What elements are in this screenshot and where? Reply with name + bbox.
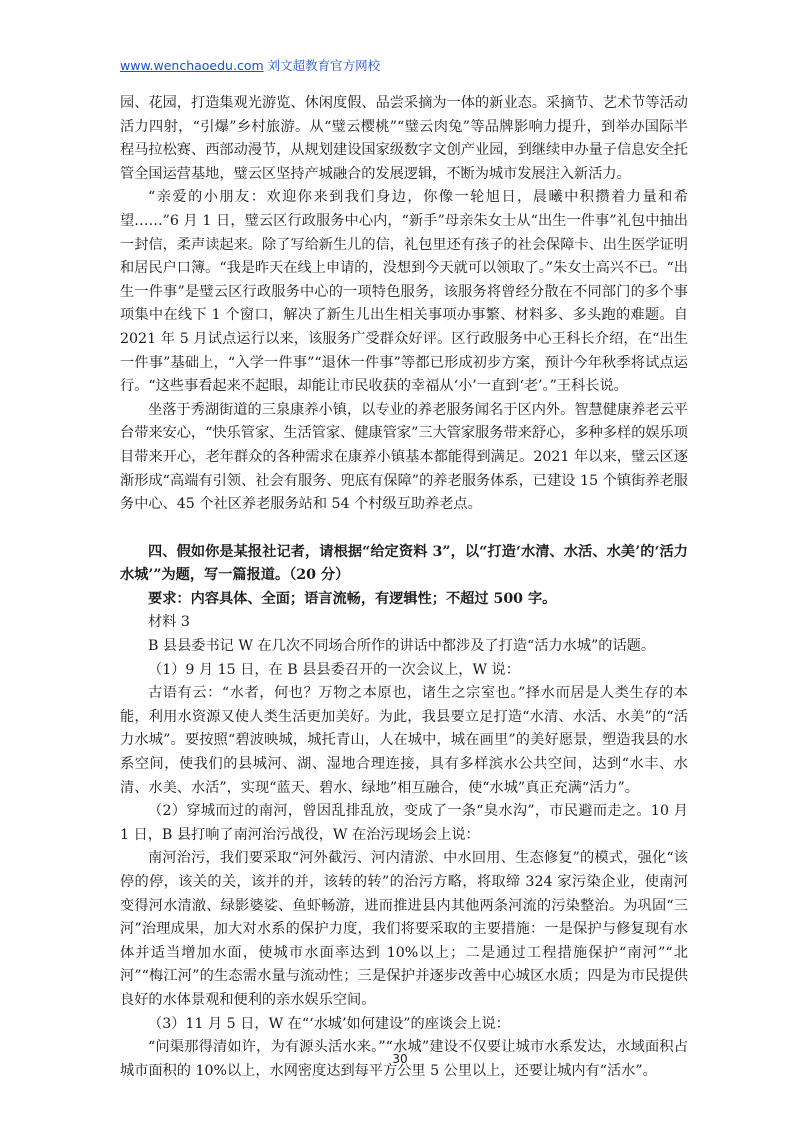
page-number: 30 — [392, 1052, 408, 1066]
question-requirement: 要求：内容具体、全面；语言流畅，有逻辑性；不超过 500 字。 — [148, 590, 557, 607]
material-item-3-body: “问渠那得清如许，为有源头活水来。”“水城”建设不仅要让城市水系发达，水域面积占城市面积的 10%以上，水网密度达到每平方公里 5 公里以上，还要让城内有“活水”。 — [120, 1039, 688, 1079]
paragraph-birth-service: “亲爱的小朋友：欢迎你来到我们身边，你像一轮旭日，晨曦中积攒着力量和希望……”6 月 1 日，璧云区行政服务中心内，“新手”母亲朱女士从“出生一件事”礼包中抽出一封信，柔声读起来。除了写给新生儿的信，礼包里还有孩子的社会保障卡、出生医学证明和居民户口簿。“我是昨天在线上申请的，没想到今天就可以领取了。”朱女士高兴不已。“出生一件事”是璧云区行政服务中心的一项特色服务，该服务将曾经分散在不同部门的多个事项集中在线下 1 个窗口，解决了新生儿出生相关事项办事繁、材料多、多头跑的难题。自 2021 年 5 月试点运行以来，该服务广受群众好评。区行政服务中心王科长介绍，在“出生一件事”基础上，“入学一件事”“退休一件事”等都已形成初步方案，预计今年秋季将试点运行。“这些事看起来不起眼，却能让市民收获的幸福从‘小’一直到‘老’。”王科长说。 — [120, 189, 688, 395]
page-header — [120, 56, 380, 74]
paragraph-elderly-care: 坐落于秀湖街道的三泉康养小镇，以专业的养老服务闻名于区内外。智慧健康养老云平台带来安心，“快乐管家、生活管家、健康管家”三大管家服务带来舒心，多种多样的娱乐项目带来开心，老年群众的各种需求在康养小镇基本都能得到满足。2021 年以来，璧云区逐渐形成“高端有引领、社会有服务、兜底有保障”的养老服务体系，已建设 15 个镇街养老服务中心、45 个社区养老服务站和 54 个村级互助养老点。 — [120, 401, 688, 513]
question-title: 四、假如你是某报社记者，请根据“给定资料 3”，以“打造‘水清、水活、水美’的‘活力水城’”为题，写一篇报道。（20 分） — [120, 543, 688, 584]
paragraph-rural-tourism: 园、花园，打造集观光游览、休闲度假、品尝采摘为一体的新业态。采摘节、艺术节等活动活力四射，“引爆”乡村旅游。从“璧云樱桃”“璧云肉兔”等品牌影响力提升，到举办国际半程马拉松赛、西部动漫节，从规划建设国家级数字文创产业园，到继续申办量子信息安全托管全国运营基地，璧云区坚持产城融合的发展逻辑，不断为城市发展注入新活力。 — [120, 95, 688, 182]
website-link[interactable]: www.wenchaoedu.com — [120, 58, 264, 73]
section-gap — [120, 517, 688, 541]
material-item-3-heading: （3）11 月 5 日，W 在“‘水城’如何建设”的座谈会上说： — [148, 1015, 510, 1032]
material-item-1-body: 古语有云：“水者，何也？万物之本原也，诸生之宗室也。”择水而居是人类生存的本能，利用水资源又使人类生活更加美好。为此，我县要立足打造“水清、水活、水美”的“活力水城”。要按照“碧波映城，城托青山，人在城中，城在画里”的美好愿景，塑造我县的水系空间，使我们的县城河、湖、湿地合理连接，具有多样滨水公共空间，达到“水丰、水清、水美、水活”，实现“蓝天、碧水、绿地”相互融合，使“水城”真正充满“活力”。 — [120, 685, 688, 796]
material-item-2-heading: （2）穿城而过的南河，曾因乱排乱放，变成了一条“臭水沟”，市民避而走之。10 月 1 日，B 县打响了南河治污战役，W 在治污现场会上说： — [120, 803, 688, 843]
site-name: 刘文超教育官方网校 — [267, 58, 381, 73]
material-label: 材料 3 — [148, 614, 190, 631]
document-body — [120, 92, 688, 1083]
material-intro: B 县县委书记 W 在几次不同场合所作的讲话中都涉及了打造“活力水城”的话题。 — [148, 638, 656, 655]
material-item-1-heading: （1）9 月 15 日，在 B 县县委召开的一次会议上，W 说： — [148, 661, 520, 678]
material-item-2-body: 南河治污，我们要采取“河外截污、河内清淤、中水回用、生态修复”的模式，强化“该停的停，该关的关，该并的并，该转的转”的治污方略，将取缔 324 家污染企业，使南河变得河水清澈、绿影婆娑、鱼虾畅游，进而推进县内其他两条河流的污染整治。为巩固“三河”治理成果，加大对水系的保护力度，我们将要采取的主要措施：一是保护与修复现有水体并适当增加水面，使城市水面率达到 10%以上；二是通过工程措施保护“南河”“北河”“梅江河”的生态需水量与流动性；三是保护并逐步改善中心城区水质；四是为市民提供良好的水体景观和便利的亲水娱乐空间。 — [120, 850, 688, 1008]
